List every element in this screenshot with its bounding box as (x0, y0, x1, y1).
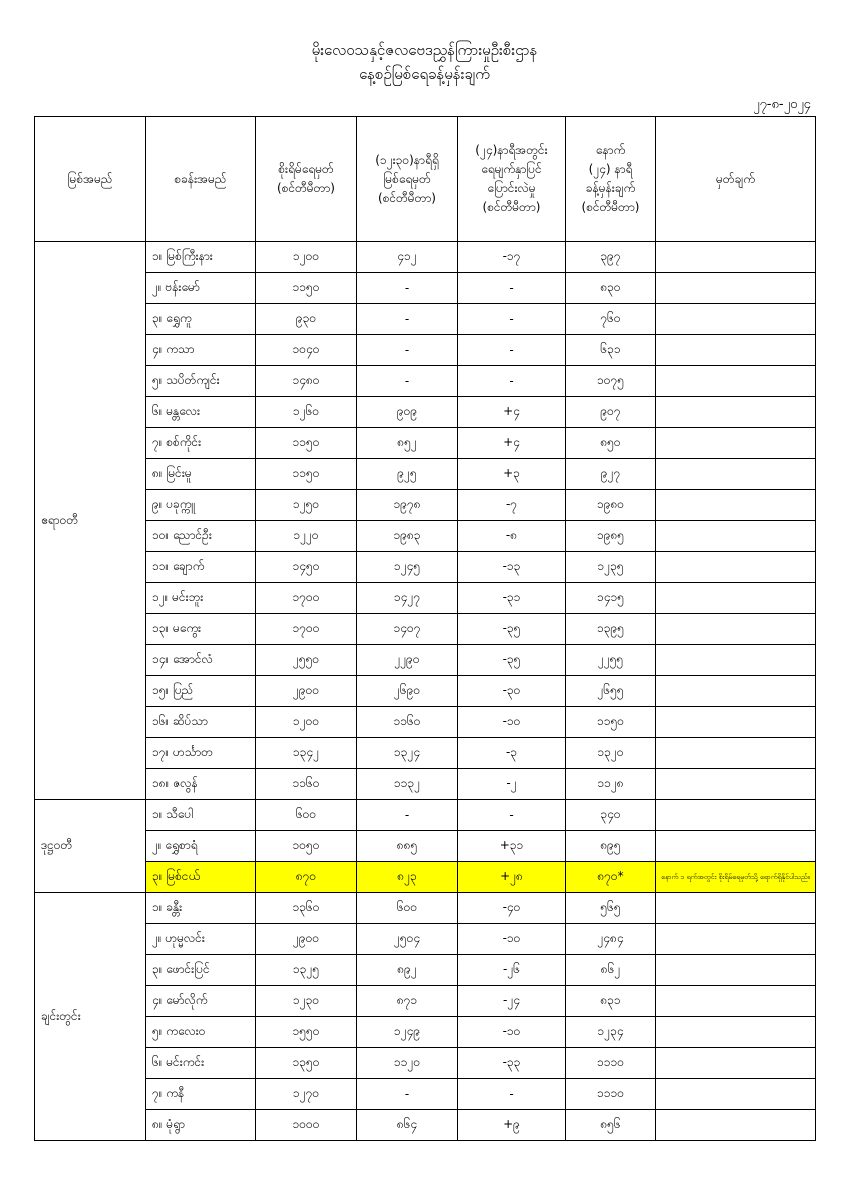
forecast-cell: ၁၃၉၅ (566, 614, 656, 645)
remark-cell (656, 707, 816, 738)
level-cell: ၂၆၉၀ (357, 676, 458, 707)
change-cell: -၁၃ (458, 552, 566, 583)
station-name-cell: ၁၆။ ဆိပ်သာ (146, 707, 256, 738)
forecast-cell: ၈၃၁ (566, 986, 656, 1017)
station-name-cell: ၂။ ဟုမ္မလင်း (146, 924, 256, 955)
header-river: မြစ်အမည် (35, 117, 146, 242)
level-cell: - (357, 273, 458, 304)
report-title: နေ့စဉ်မြစ်ရေခန့်မှန်းချက် (359, 65, 490, 83)
forecast-cell: ၁၁၅၀ (566, 707, 656, 738)
table-row (35, 428, 816, 459)
forecast-cell: ၈၅၀ (566, 428, 656, 459)
station-name-cell: ၇။ စစ်ကိုင်း (146, 428, 256, 459)
danger-cell: ၁၂၂၀ (256, 521, 357, 552)
danger-cell: ၂၉၀၀ (256, 676, 357, 707)
remark-cell (656, 800, 816, 831)
table-row (35, 490, 816, 521)
station-name-cell: ၅။ သပိတ်ကျင်း (146, 366, 256, 397)
table-row (35, 552, 816, 583)
remark-cell (656, 335, 816, 366)
danger-cell: ၁၂၀၀ (256, 707, 357, 738)
level-cell: ၁၁၃၂ (357, 769, 458, 800)
change-cell: -၃၅ (458, 614, 566, 645)
change-cell: - (458, 335, 566, 366)
remark-cell (656, 397, 816, 428)
change-cell: -၃ (458, 738, 566, 769)
change-cell: - (458, 273, 566, 304)
remark-cell (656, 645, 816, 676)
level-cell: ၁၂၄၅ (357, 552, 458, 583)
table-row (35, 583, 816, 614)
level-cell: ၁၁၆၀ (357, 707, 458, 738)
table-row (35, 397, 816, 428)
table-row (35, 242, 816, 273)
station-name-cell: ၆။ မန္တလေး (146, 397, 256, 428)
forecast-cell: ၇၆၀ (566, 304, 656, 335)
level-cell: ၉၂၅ (357, 459, 458, 490)
forecast-cell: ၂၆၅၅ (566, 676, 656, 707)
station-name-cell: ၃။ ရွှေကူ (146, 304, 256, 335)
danger-cell: ၁၀၅၀ (256, 831, 357, 862)
change-cell: -၇ (458, 490, 566, 521)
station-name-cell: ၄။ မော်လိုက် (146, 986, 256, 1017)
station-name-cell: ၁၃။ မကွေး (146, 614, 256, 645)
remark-cell (656, 242, 816, 273)
danger-cell: ၁၇၀၀ (256, 614, 357, 645)
forecast-cell: ၁၃၂၀ (566, 738, 656, 769)
station-name-cell: ၉။ ပခုက္ကူ (146, 490, 256, 521)
change-cell: -၄၀ (458, 893, 566, 924)
forecast-cell: ၂၂၅၅ (566, 645, 656, 676)
remark-cell (656, 521, 816, 552)
table-header-row (35, 117, 816, 242)
change-cell: +၉ (458, 1110, 566, 1141)
table-row (35, 645, 816, 676)
change-cell: -၃၀ (458, 676, 566, 707)
forecast-cell: ၁၂၃၄ (566, 1017, 656, 1048)
change-cell: - (458, 800, 566, 831)
remark-cell (656, 428, 816, 459)
level-cell: ၉၀၉ (357, 397, 458, 428)
station-name-cell: ၂။ ဗန်းမော် (146, 273, 256, 304)
remark-cell: နောက် ၁ ရက်အတွင်း စိုးရိမ်ရေမှတ်သို့ ရောက်ရှိနိုင်ပါသည်။ (656, 862, 816, 893)
report-date: ၂၇-၈-၂၀၂၄ (753, 97, 811, 112)
river-name-cell: ချင်းတွင်း (35, 893, 146, 1141)
forecast-cell: ၉၂၇ (566, 459, 656, 490)
station-name-cell: ၁၇။ ဟင်္သာတ (146, 738, 256, 769)
table-row (35, 738, 816, 769)
change-cell: - (458, 1079, 566, 1110)
table-row (35, 335, 816, 366)
header-remark: မှတ်ချက် (656, 117, 816, 242)
station-name-cell: ၄။ ကသာ (146, 335, 256, 366)
change-cell: -၃၁ (458, 583, 566, 614)
level-cell: ၁၁၂၀ (357, 1048, 458, 1079)
remark-cell (656, 986, 816, 1017)
table-row (35, 366, 816, 397)
remark-cell (656, 924, 816, 955)
station-name-cell: ၁၁။ ချောက် (146, 552, 256, 583)
forecast-cell: ၅၆၅ (566, 893, 656, 924)
forecast-cell: ၁၁၂၈ (566, 769, 656, 800)
level-cell: ၈၉၂ (357, 955, 458, 986)
forecast-cell: ၁၁၁၀ (566, 1079, 656, 1110)
remark-cell (656, 366, 816, 397)
department-title: မိုးလေဝသနှင့်ဇလဗေဒညွှန်ကြားမှုဦးစီးဌာန (311, 41, 538, 59)
danger-cell: ၁၁၆၀ (256, 769, 357, 800)
change-cell: -၈ (458, 521, 566, 552)
danger-cell: ၁၃၅၀ (256, 1048, 357, 1079)
change-cell: +၄ (458, 428, 566, 459)
table-row (35, 459, 816, 490)
level-cell: ၈၂၃ (357, 862, 458, 893)
station-name-cell: ၁။ မြစ်ကြီးနား (146, 242, 256, 273)
danger-cell: ၁၃၂၅ (256, 955, 357, 986)
table-row (35, 800, 816, 831)
forecast-cell: ၁၉၈၅ (566, 521, 656, 552)
danger-cell: ၁၃၄၂ (256, 738, 357, 769)
remark-cell (656, 1048, 816, 1079)
change-cell: -၂၆ (458, 955, 566, 986)
table-row (35, 1079, 816, 1110)
level-cell: ၄၁၂ (357, 242, 458, 273)
remark-cell (656, 583, 816, 614)
level-cell: ၆၀၀ (357, 893, 458, 924)
forecast-cell: ၉၀၇ (566, 397, 656, 428)
table-row (35, 831, 816, 862)
header-current-level: (၁၂း၃၀)နာရီရှိ မြစ်ရေမှတ် (စင်တီမီတာ) (357, 117, 458, 242)
station-name-cell: ၅။ ကလေးဝ (146, 1017, 256, 1048)
station-name-cell: ၁၀။ ညောင်ဦး (146, 521, 256, 552)
station-name-cell: ၈။ မြင်းမူ (146, 459, 256, 490)
remark-cell (656, 893, 816, 924)
danger-cell: ၁၁၅၀ (256, 459, 357, 490)
danger-cell: ၁၂၅၀ (256, 490, 357, 521)
level-cell: - (357, 800, 458, 831)
station-name-cell: ၇။ ကနီ (146, 1079, 256, 1110)
forecast-cell: ၈၉၅ (566, 831, 656, 862)
change-cell: +၃၁ (458, 831, 566, 862)
forecast-cell: ၁၂၃၅ (566, 552, 656, 583)
change-cell: -၁၀ (458, 1017, 566, 1048)
forecast-cell: ၈၅၆ (566, 1110, 656, 1141)
forecast-cell: ၈၆၂ (566, 955, 656, 986)
danger-cell: ၁၅၅၀ (256, 1017, 357, 1048)
table-row (35, 676, 816, 707)
change-cell: -၂၄ (458, 986, 566, 1017)
remark-cell (656, 1079, 816, 1110)
river-level-table (34, 116, 816, 1141)
level-cell: ၁၉၇၈ (357, 490, 458, 521)
change-cell: -၁၀ (458, 924, 566, 955)
danger-cell: ၁၂၆၀ (256, 397, 357, 428)
station-name-cell: ၈။ မုံရွာ (146, 1110, 256, 1141)
report-header (0, 38, 849, 86)
level-cell: ၂၅၀၄ (357, 924, 458, 955)
table-body (35, 242, 816, 1141)
forecast-cell: ၃၄၀ (566, 800, 656, 831)
danger-cell: ၁၄၅၀ (256, 552, 357, 583)
forecast-cell: ၈၃၀ (566, 273, 656, 304)
station-name-cell: ၂။ ရွှေစာရံ (146, 831, 256, 862)
remark-cell (656, 490, 816, 521)
station-name-cell: ၁။ သီပေါ (146, 800, 256, 831)
station-name-cell: ၁၄။ အောင်လံ (146, 645, 256, 676)
danger-cell: ၁၂၀၀ (256, 242, 357, 273)
table-row (35, 707, 816, 738)
level-cell: ၁၃၂၄ (357, 738, 458, 769)
remark-cell (656, 614, 816, 645)
danger-cell: ၁၁၅၀ (256, 428, 357, 459)
level-cell: ၈၈၅ (357, 831, 458, 862)
table-row (35, 521, 816, 552)
change-cell: -၁၀ (458, 707, 566, 738)
table-row (35, 1017, 816, 1048)
forecast-cell: ၆၃၁ (566, 335, 656, 366)
level-cell: - (357, 335, 458, 366)
danger-cell: ၁၀၀၀ (256, 1110, 357, 1141)
level-cell: ၈၆၄ (357, 1110, 458, 1141)
danger-cell: ၁၀၄၀ (256, 335, 357, 366)
danger-cell: ၁၂၇၀ (256, 1079, 357, 1110)
table-row (35, 862, 816, 893)
change-cell: -၁၇ (458, 242, 566, 273)
station-name-cell: ၁၈။ ဇလွန် (146, 769, 256, 800)
level-cell: ၂၂၉၀ (357, 645, 458, 676)
station-name-cell: ၁။ ခန္တီး (146, 893, 256, 924)
remark-cell (656, 552, 816, 583)
change-cell: -၃၃ (458, 1048, 566, 1079)
river-name-cell: ဧရာဝတီ (35, 242, 146, 800)
danger-cell: ၈၇၀ (256, 862, 357, 893)
station-name-cell: ၁၂။ မင်းဘူး (146, 583, 256, 614)
remark-cell (656, 955, 816, 986)
level-cell: - (357, 1079, 458, 1110)
station-name-cell: ၃။ မြစ်ငယ် (146, 862, 256, 893)
forecast-cell: ၁၉၈၀ (566, 490, 656, 521)
level-cell: ၁၄၀၇ (357, 614, 458, 645)
danger-cell: ၉၃၀ (256, 304, 357, 335)
table-row (35, 893, 816, 924)
level-cell: ၈၅၂ (357, 428, 458, 459)
level-cell: ၁၄၂၇ (357, 583, 458, 614)
header-station: စခန်းအမည် (146, 117, 256, 242)
level-cell: ၁၉၈၃ (357, 521, 458, 552)
station-name-cell: ၆။ မင်းကင်း (146, 1048, 256, 1079)
remark-cell (656, 459, 816, 490)
table-row (35, 1048, 816, 1079)
level-cell: ၁၂၄၉ (357, 1017, 458, 1048)
remark-cell (656, 769, 816, 800)
remark-cell (656, 1017, 816, 1048)
level-cell: - (357, 366, 458, 397)
change-cell: -၂ (458, 769, 566, 800)
change-cell: - (458, 366, 566, 397)
table-row (35, 955, 816, 986)
change-cell: +၂၈ (458, 862, 566, 893)
danger-cell: ၆၀၀ (256, 800, 357, 831)
change-cell: +၃ (458, 459, 566, 490)
header-forecast: နောက် (၂၄) နာရီ ခန့်မှန်းချက် (စင်တီမီတာ) (566, 117, 656, 242)
remark-cell (656, 738, 816, 769)
forecast-cell: ၁၁၁၀ (566, 1048, 656, 1079)
table-row (35, 304, 816, 335)
change-cell: - (458, 304, 566, 335)
header-change: (၂၄)နာရီအတွင်း ရေမျက်နှာပြင် ပြောင်းလဲမှု (စင်တီမီတာ) (458, 117, 566, 242)
danger-cell: ၂၅၅၀ (256, 645, 357, 676)
change-cell: +၄ (458, 397, 566, 428)
remark-cell (656, 1110, 816, 1141)
change-cell: -၃၅ (458, 645, 566, 676)
table-row (35, 273, 816, 304)
forecast-cell: ၈၇၀* (566, 862, 656, 893)
forecast-cell: ၁၀၇၅ (566, 366, 656, 397)
danger-cell: ၁၄၈၀ (256, 366, 357, 397)
table-row (35, 1110, 816, 1141)
danger-cell: ၁၂၃၀ (256, 986, 357, 1017)
remark-cell (656, 831, 816, 862)
remark-cell (656, 304, 816, 335)
table-row (35, 986, 816, 1017)
header-danger-level: စိုးရိမ်ရေမှတ် (စင်တီမီတာ) (256, 117, 357, 242)
river-name-cell: ဒုဋ္ဌဝတီ (35, 800, 146, 893)
forecast-cell: ၂၄၈၄ (566, 924, 656, 955)
table-row (35, 769, 816, 800)
level-cell: ၈၇၁ (357, 986, 458, 1017)
station-name-cell: ၃။ ဖောင်းပြင် (146, 955, 256, 986)
level-cell: - (357, 304, 458, 335)
danger-cell: ၁၁၅၀ (256, 273, 357, 304)
table-row (35, 924, 816, 955)
station-name-cell: ၁၅။ ပြည် (146, 676, 256, 707)
danger-cell: ၂၉၀၀ (256, 924, 357, 955)
remark-cell (656, 676, 816, 707)
danger-cell: ၁၇၀၀ (256, 583, 357, 614)
danger-cell: ၁၃၆၀ (256, 893, 357, 924)
table-row (35, 614, 816, 645)
remark-cell (656, 273, 816, 304)
forecast-cell: ၃၉၇ (566, 242, 656, 273)
forecast-cell: ၁၄၁၅ (566, 583, 656, 614)
